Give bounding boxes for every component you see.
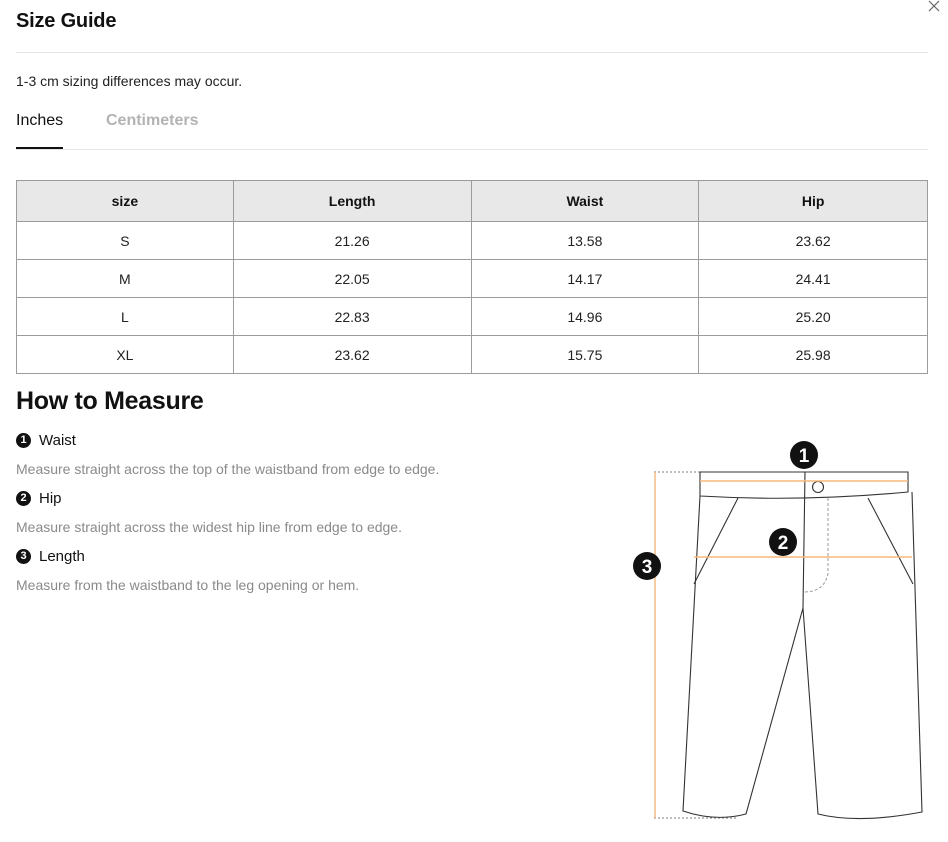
svg-text:1: 1 (798, 446, 810, 467)
step-title: Length (39, 548, 85, 565)
tab-centimeters[interactable]: Centimeters (106, 112, 199, 129)
close-icon[interactable] (926, 0, 942, 14)
modal-title: Size Guide (16, 10, 117, 32)
marker-3-icon (633, 552, 661, 580)
table-cell: 13.58 (471, 222, 699, 260)
table-cell: S (17, 222, 234, 260)
size-table (16, 180, 928, 374)
number-badge-icon: 3 (16, 549, 31, 564)
number-badge-icon: 1 (16, 433, 31, 448)
title-divider (16, 52, 928, 53)
step-description: Measure from the waistband to the leg opening or hem. (16, 577, 360, 593)
shorts-measurement-diagram (628, 436, 928, 826)
table-row (17, 260, 928, 298)
table-cell: 22.83 (233, 298, 471, 336)
table-cell: 23.62 (233, 336, 471, 374)
table-row (17, 336, 928, 374)
table-row (17, 222, 928, 260)
table-cell: 21.26 (233, 222, 471, 260)
table-cell: 15.75 (471, 336, 699, 374)
svg-text:3: 3 (641, 557, 653, 578)
table-cell: 23.62 (699, 222, 928, 260)
table-cell: L (17, 298, 234, 336)
table-header-row (17, 181, 928, 222)
tab-inches[interactable]: Inches (16, 112, 63, 149)
table-row (17, 298, 928, 336)
sizing-note: 1-3 cm sizing differences may occur. (16, 73, 243, 89)
fly-stitch (804, 498, 828, 592)
step-title: Waist (39, 432, 76, 449)
table-cell: 14.17 (471, 260, 699, 298)
column-header-length: Length (233, 181, 471, 222)
column-header-hip: Hip (699, 181, 928, 222)
table-cell: 25.20 (699, 298, 928, 336)
table-cell: 14.96 (471, 298, 699, 336)
table-cell: 22.05 (233, 260, 471, 298)
shorts-outline (683, 472, 922, 819)
measure-step-waist (16, 432, 439, 477)
measurement-guides (655, 472, 912, 818)
marker-1-icon (790, 441, 818, 469)
step-description: Measure straight across the widest hip line from edge to edge. (16, 519, 402, 535)
column-header-size: size (17, 181, 234, 222)
how-to-measure-heading: How to Measure (16, 387, 204, 415)
measure-step-length (16, 548, 359, 593)
step-title: Hip (39, 490, 62, 507)
step-description: Measure straight across the top of the waistband from edge to edge. (16, 461, 440, 477)
unit-tabs (16, 108, 928, 150)
table-cell: XL (17, 336, 234, 374)
column-header-waist: Waist (471, 181, 699, 222)
table-cell: 24.41 (699, 260, 928, 298)
svg-text:2: 2 (777, 533, 789, 554)
number-badge-icon: 2 (16, 491, 31, 506)
table-cell: M (17, 260, 234, 298)
table-cell: 25.98 (699, 336, 928, 374)
marker-2-icon (769, 528, 797, 556)
measure-step-hip (16, 490, 402, 535)
